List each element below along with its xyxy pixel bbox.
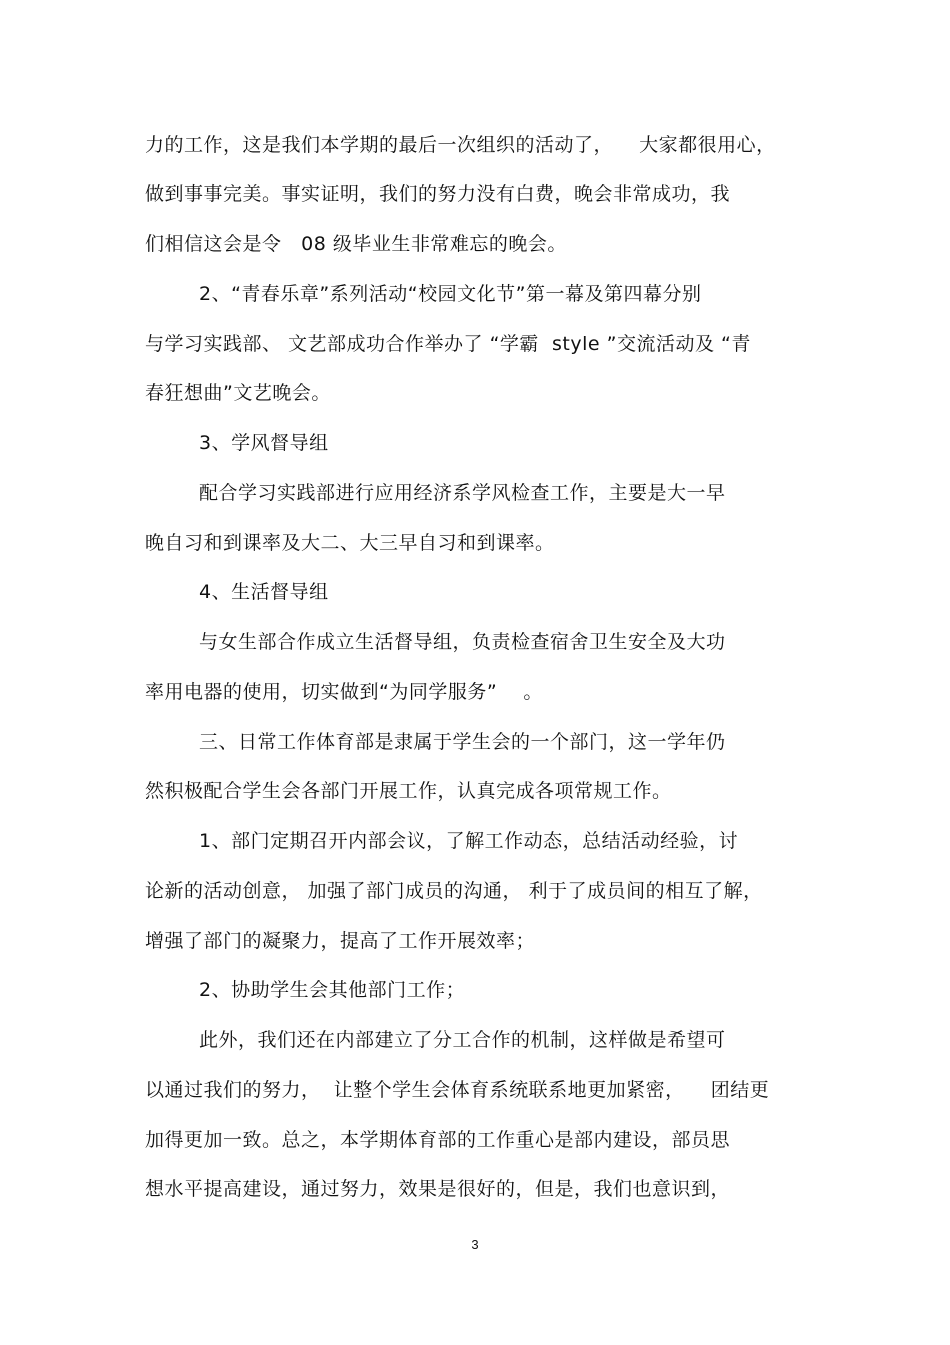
section-heading: 3、学风督导组 xyxy=(199,432,329,454)
text-line: 春狂想曲”文艺晚会。 xyxy=(145,382,331,404)
text-line: 率用电器的使用，切实做到“为同学服务” 。 xyxy=(145,681,543,703)
text-line: 此外，我们还在内部建立了分工合作的机制，这样做是希望可 xyxy=(199,1029,726,1051)
text-line: 力的工作，这是我们本学期的最后一次组织的活动了， 大家都很用心， xyxy=(145,134,776,156)
text-line: 们相信这会是令 08 级毕业生非常难忘的晚会。 xyxy=(145,233,567,255)
text-line: 以通过我们的努力， 让整个学生会体育系统联系地更加紧密， 团结更 xyxy=(145,1079,770,1101)
text-line: 增强了部门的凝聚力，提高了工作开展效率； xyxy=(145,930,536,952)
section-heading: 4、生活督导组 xyxy=(199,581,329,603)
text-line: 晚自习和到课率及大二、大三早自习和到课率。 xyxy=(145,532,555,554)
text-line: 想水平提高建设，通过努力，效果是很好的，但是，我们也意识到， xyxy=(145,1178,731,1200)
list-item-heading: 2、“青春乐章”系列活动“校园文化节”第一幕及第四幕分别 xyxy=(199,283,702,305)
text-line: 然积极配合学生会各部门开展工作，认真完成各项常规工作。 xyxy=(145,780,672,802)
list-item-heading: 2、协助学生会其他部门工作； xyxy=(199,979,466,1001)
text-line: 与女生部合作成立生活督导组，负责检查宿舍卫生安全及大功 xyxy=(199,631,726,653)
text-line: 三、日常工作体育部是隶属于学生会的一个部门，这一学年仍 xyxy=(199,731,726,753)
text-line: 加得更加一致。总之，本学期体育部的工作重心是部内建设，部员思 xyxy=(145,1129,731,1151)
text-line: 论新的活动创意， 加强了部门成员的沟通， 利于了成员间的相互了解， xyxy=(145,880,763,902)
list-item-heading: 1、部门定期召开内部会议，了解工作动态，总结活动经验，讨 xyxy=(199,830,739,852)
text-line: 做到事事完美。事实证明，我们的努力没有白费，晚会非常成功，我 xyxy=(145,183,731,205)
page-number: 3 xyxy=(471,1237,479,1252)
text-line: 配合学习实践部进行应用经济系学风检查工作，主要是大一早 xyxy=(199,482,726,504)
text-line: 与学习实践部、 文艺部成功合作举办了 “学霸 style ”交流活动及 “青 xyxy=(145,333,751,355)
